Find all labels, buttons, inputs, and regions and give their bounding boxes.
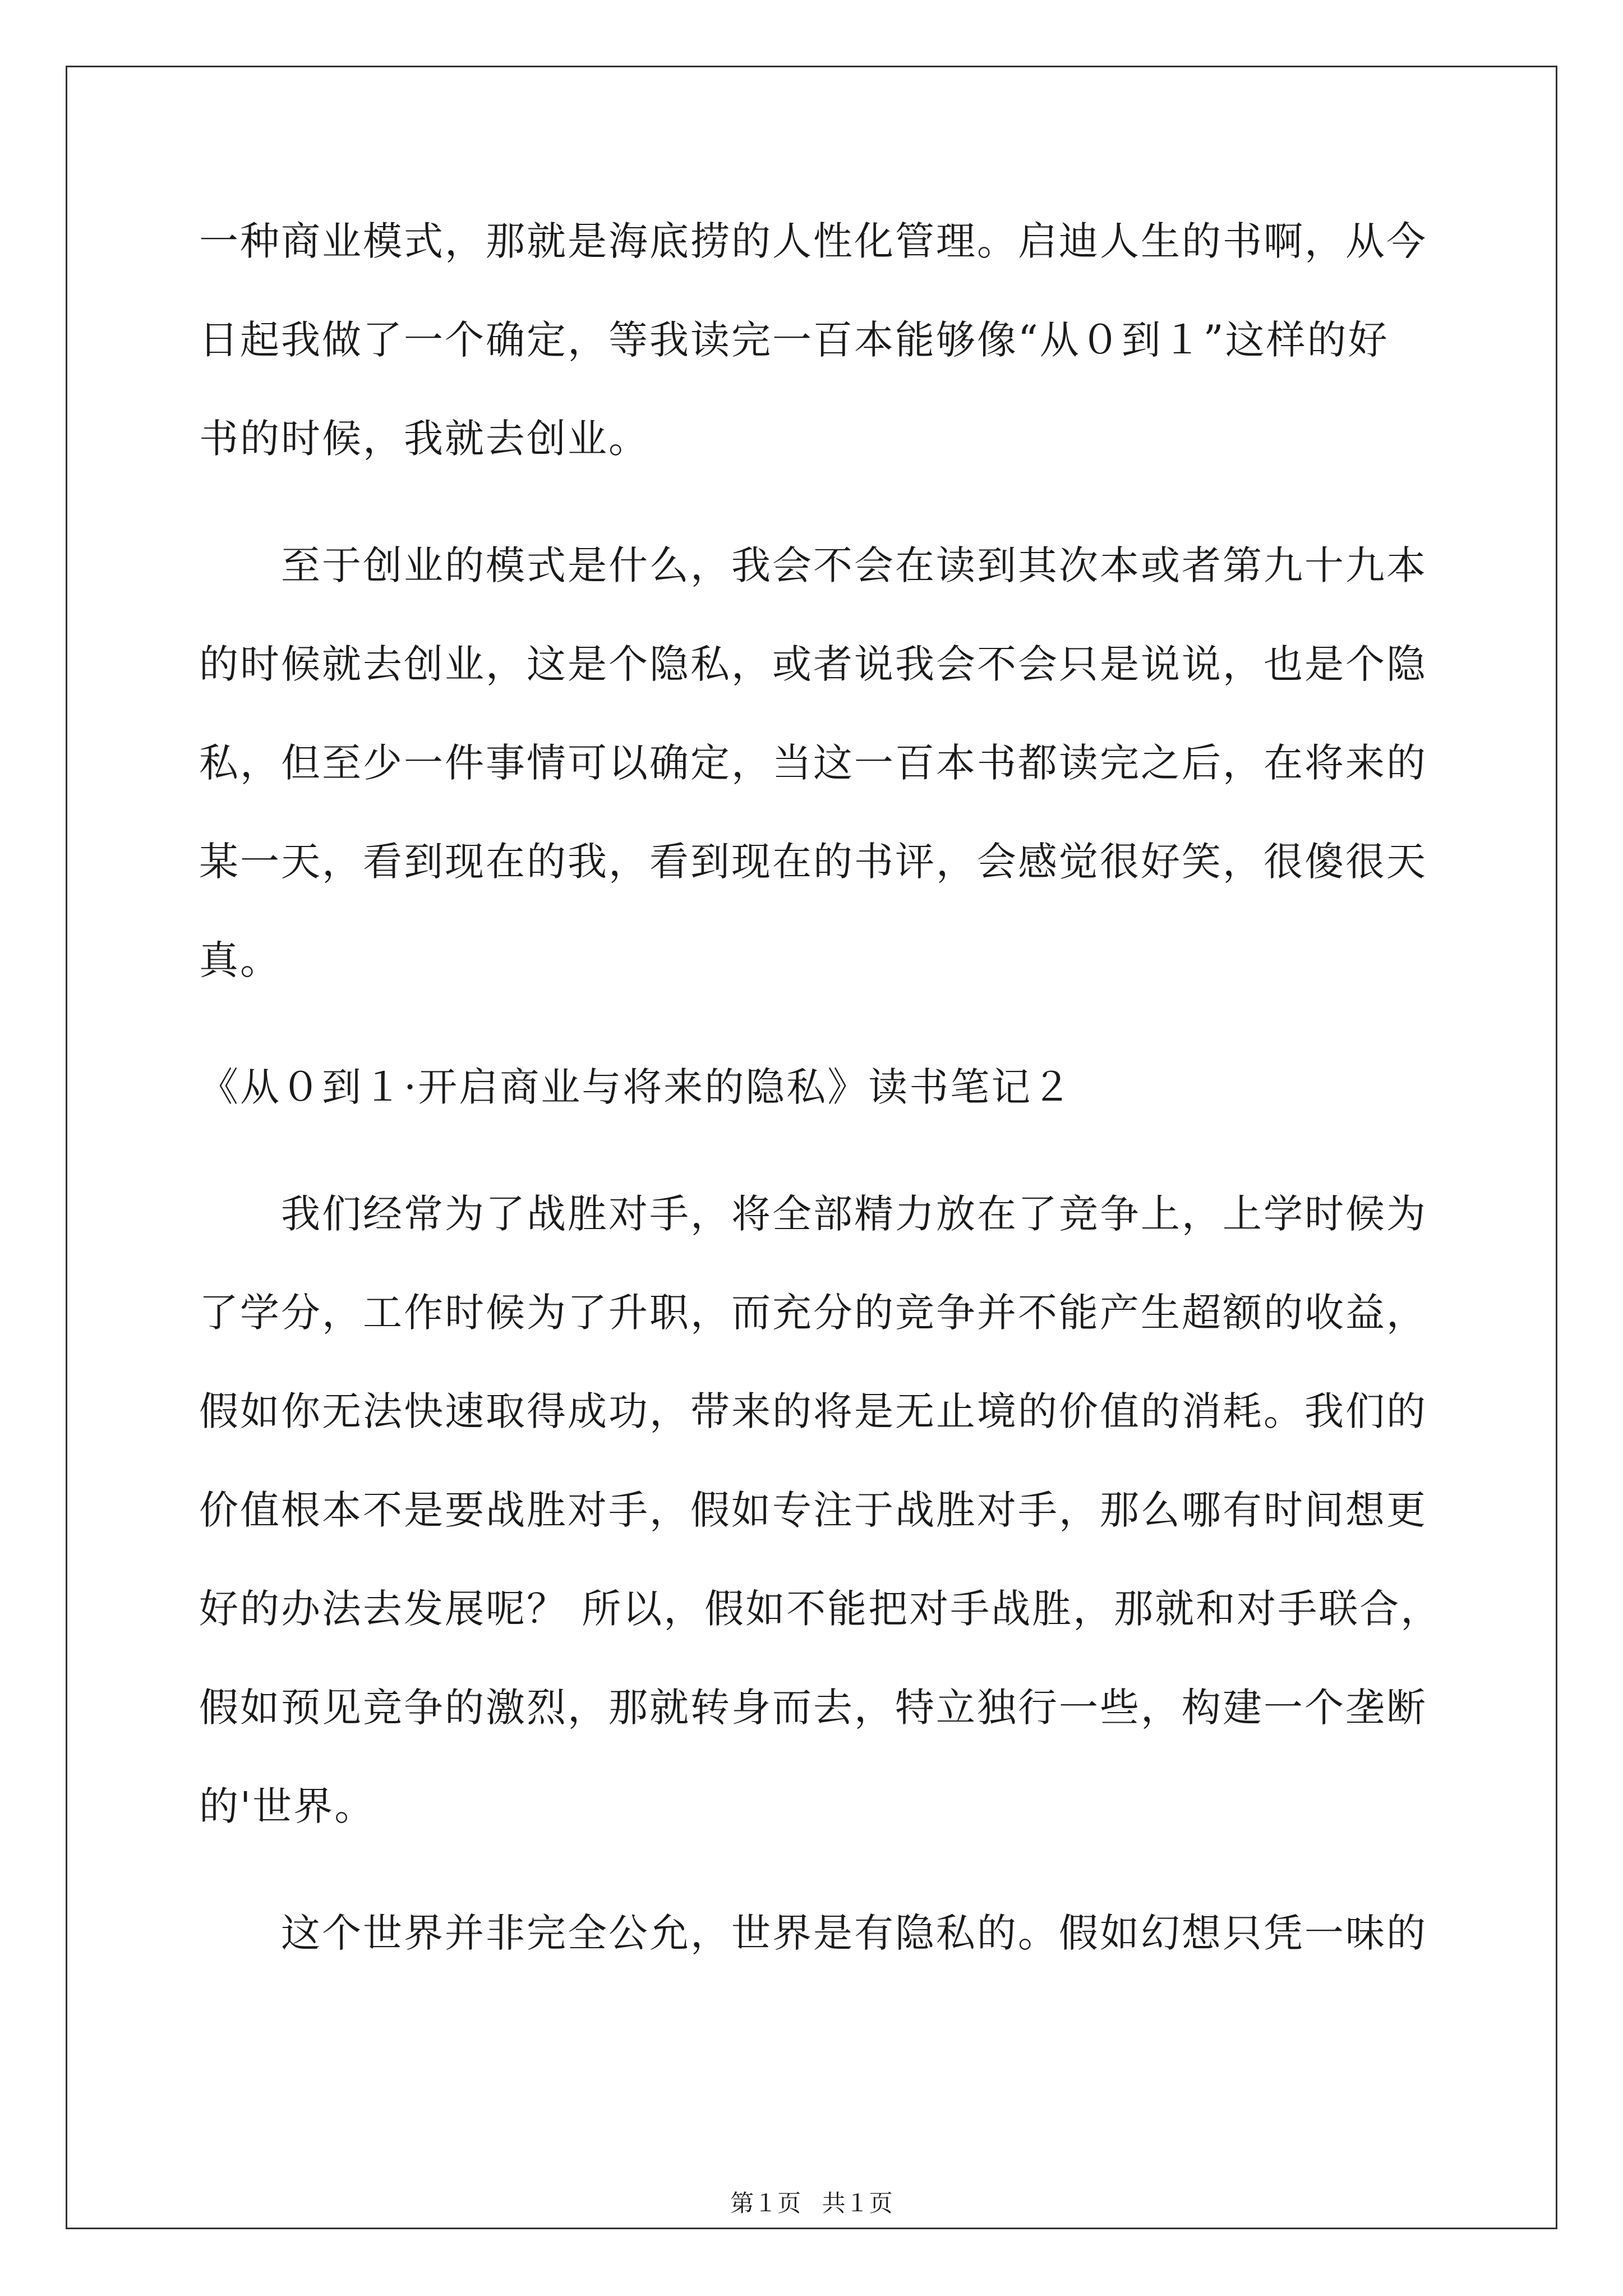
text-line: 日起我做了一个确定，等我读完一百本能够像“从０到１”这样的好	[199, 317, 1389, 363]
text-line: 至于创业的模式是什么，我会不会在读到其次本或者第九十九本	[199, 542, 1427, 588]
text-line: 的时候就去创业，这是个隐私，或者说我会不会只是说说，也是个隐	[199, 641, 1427, 687]
text-line: 好的办法去发展呢？ 所以，假如不能把对手战胜，那就和对手联合，	[199, 1586, 1442, 1632]
text-line: 的'世界。	[199, 1783, 376, 1829]
text-line: 某一天，看到现在的我，看到现在的书评，会感觉很好笑，很傻很天	[199, 839, 1427, 885]
text-line: 假如预见竞争的激烈，那就转身而去，特立独行一些，构建一个垄断	[199, 1685, 1427, 1731]
text-line: 假如你无法快速取得成功，带来的将是无止境的价值的消耗。我们的	[199, 1388, 1427, 1434]
page-footer	[0, 2187, 1623, 2220]
text-line: 私，但至少一件事情可以确定，当这一百本书都读完之后，在将来的	[199, 740, 1427, 786]
text-line: 我们经常为了战胜对手，将全部精力放在了竞争上，上学时候为	[199, 1191, 1427, 1237]
text-line: 真。	[199, 937, 281, 983]
text-line: 价值根本不是要战胜对手，假如专注于战胜对手，那么哪有时间想更	[199, 1487, 1427, 1533]
section-heading: 《从０到１·开启商业与将来的隐私》读书笔记２	[199, 1064, 1073, 1110]
text-line: 这个世界并非完全公允，世界是有隐私的。假如幻想只凭一味的	[199, 1910, 1427, 1956]
text-line: 了学分，工作时候为了升职，而充分的竞争并不能产生超额的收益，	[199, 1290, 1427, 1336]
page-border	[66, 66, 1557, 2229]
page-total: 共１页	[822, 2189, 893, 2217]
text-line: 一种商业模式，那就是海底捞的人性化管理。启迪人生的书啊，从今	[199, 218, 1427, 264]
page-number: 第１页	[730, 2189, 801, 2217]
text-line: 书的时候，我就去创业。	[199, 416, 649, 462]
